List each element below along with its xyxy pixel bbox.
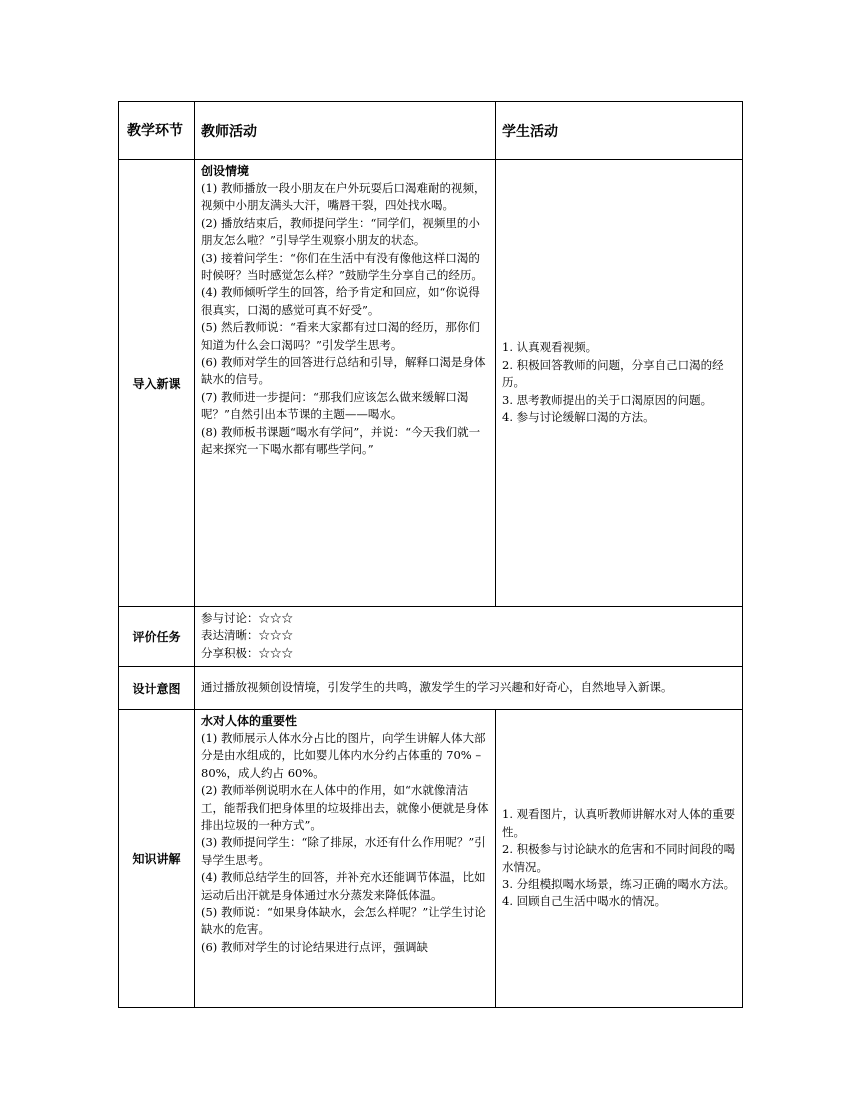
intro-teacher-step: (8) 教师板书课题“喝水有学问”，并说：“今天我们就一起来探究一下喝水都有哪些学问。” xyxy=(201,424,481,457)
header-stage: 教学环节 xyxy=(119,102,195,160)
design-text: 通过播放视频创设情境，引发学生的共鸣，激发学生的学习兴趣和好奇心，自然地导入新课。 xyxy=(195,667,743,710)
evaluation-cell xyxy=(195,607,743,667)
knowledge-student-cell xyxy=(496,710,743,1008)
intro-teacher-step: (7) 教师进一步提问：“那我们应该怎么做来缓解口渴呢？”自然引出本节课的主题——喝水。 xyxy=(201,389,469,422)
knowledge-teacher-step: (6) 教师对学生的讨论结果进行点评，强调缺 xyxy=(201,939,428,954)
knowledge-teacher-step: (1) 教师展示人体水分占比的图片，向学生讲解人体大部分是由水组成的，比如婴儿体内水分约占体重的 70% – 80%，成人约占 60%。 xyxy=(201,731,486,780)
knowledge-student-item: 2. 积极参与讨论缺水的危害和不同时间段的喝水情况。 xyxy=(502,842,736,874)
knowledge-row xyxy=(119,710,743,1008)
intro-student-item: 2. 积极回答教师的问题，分享自己口渴的经历。 xyxy=(502,357,724,390)
intro-teacher-step: (4) 教师倾听学生的回答，给予肯定和回应，如“你说得很真实，口渴的感觉可真不好受”。 xyxy=(201,285,480,317)
intro-teacher-step: (1) 教师播放一段小朋友在户外玩耍后口渴难耐的视频，视频中小朋友满头大汗，嘴唇干裂，四处找水喝。 xyxy=(201,181,486,213)
design-label: 设计意图 xyxy=(119,667,195,710)
knowledge-teacher-step: (3) 教师提问学生：“除了排尿，水还有什么作用呢？”引导学生思考。 xyxy=(201,835,486,867)
knowledge-teacher-step: (2) 教师举例说明水在人体中的作用，如“水就像清洁工，能帮我们把身体里的垃圾排出去，就像小便就是身体排出垃圾的一种方式”。 xyxy=(201,783,489,833)
knowledge-student-item: 3. 分组模拟喝水场景，练习正确的喝水方法。 xyxy=(502,876,736,891)
evaluation-item: 参与讨论：☆☆☆ xyxy=(201,611,293,625)
knowledge-teacher-step: (5) 教师说：“如果身体缺水，会怎么样呢？”让学生讨论缺水的危害。 xyxy=(201,905,486,937)
knowledge-student-item: 1. 观看图片，认真听教师讲解水对人体的重要性。 xyxy=(502,807,736,839)
knowledge-label: 知识讲解 xyxy=(119,710,195,1008)
lesson-plan-table xyxy=(118,101,743,1008)
knowledge-teacher-step: (4) 教师总结学生的回答，并补充水还能调节体温，比如运动后出汗就是身体通过水分蒸发来降低体温。 xyxy=(201,870,486,902)
evaluation-label: 评价任务 xyxy=(119,607,195,667)
intro-teacher-step: (6) 教师对学生的回答进行总结和引导，解释口渴是身体缺水的信号。 xyxy=(201,355,486,387)
intro-label: 导入新课 xyxy=(119,160,195,607)
knowledge-title: 水对人体的重要性 xyxy=(201,714,298,728)
intro-student-item: 1. 认真观看视频。 xyxy=(502,340,598,355)
design-row xyxy=(119,667,743,710)
knowledge-student-item: 4. 回顾自己生活中喝水的情况。 xyxy=(502,894,667,909)
intro-teacher-step: (5) 然后教师说：“看来大家都有过口渴的经历，那你们知道为什么会口渴吗？”引发学生思考。 xyxy=(201,320,480,352)
intro-row xyxy=(119,160,743,607)
header-teacher-activity: 教师活动 xyxy=(195,102,496,160)
intro-teacher-step: (3) 接着问学生：“你们在生活中有没有像他这样口渴的时候呀？当时感觉怎么样？”鼓励学生分享自己的经历。 xyxy=(201,250,483,283)
header-row xyxy=(119,102,743,160)
intro-teacher-cell xyxy=(195,160,496,607)
intro-teacher-step: (2) 播放结束后，教师提问学生：“同学们，视频里的小朋友怎么啦？”引导学生观察小朋友的状态。 xyxy=(201,215,480,248)
evaluation-row xyxy=(119,607,743,667)
intro-student-item: 4. 参与讨论缓解口渴的方法。 xyxy=(502,410,655,425)
header-student-activity: 学生活动 xyxy=(496,102,743,160)
intro-student-cell xyxy=(496,160,743,607)
intro-title: 创设情境 xyxy=(201,164,250,178)
evaluation-item: 分享积极：☆☆☆ xyxy=(201,645,293,660)
knowledge-teacher-cell xyxy=(195,710,496,1008)
intro-student-item: 3. 思考教师提出的关于口渴原因的问题。 xyxy=(502,392,713,407)
evaluation-item: 表达清晰：☆☆☆ xyxy=(201,628,293,643)
